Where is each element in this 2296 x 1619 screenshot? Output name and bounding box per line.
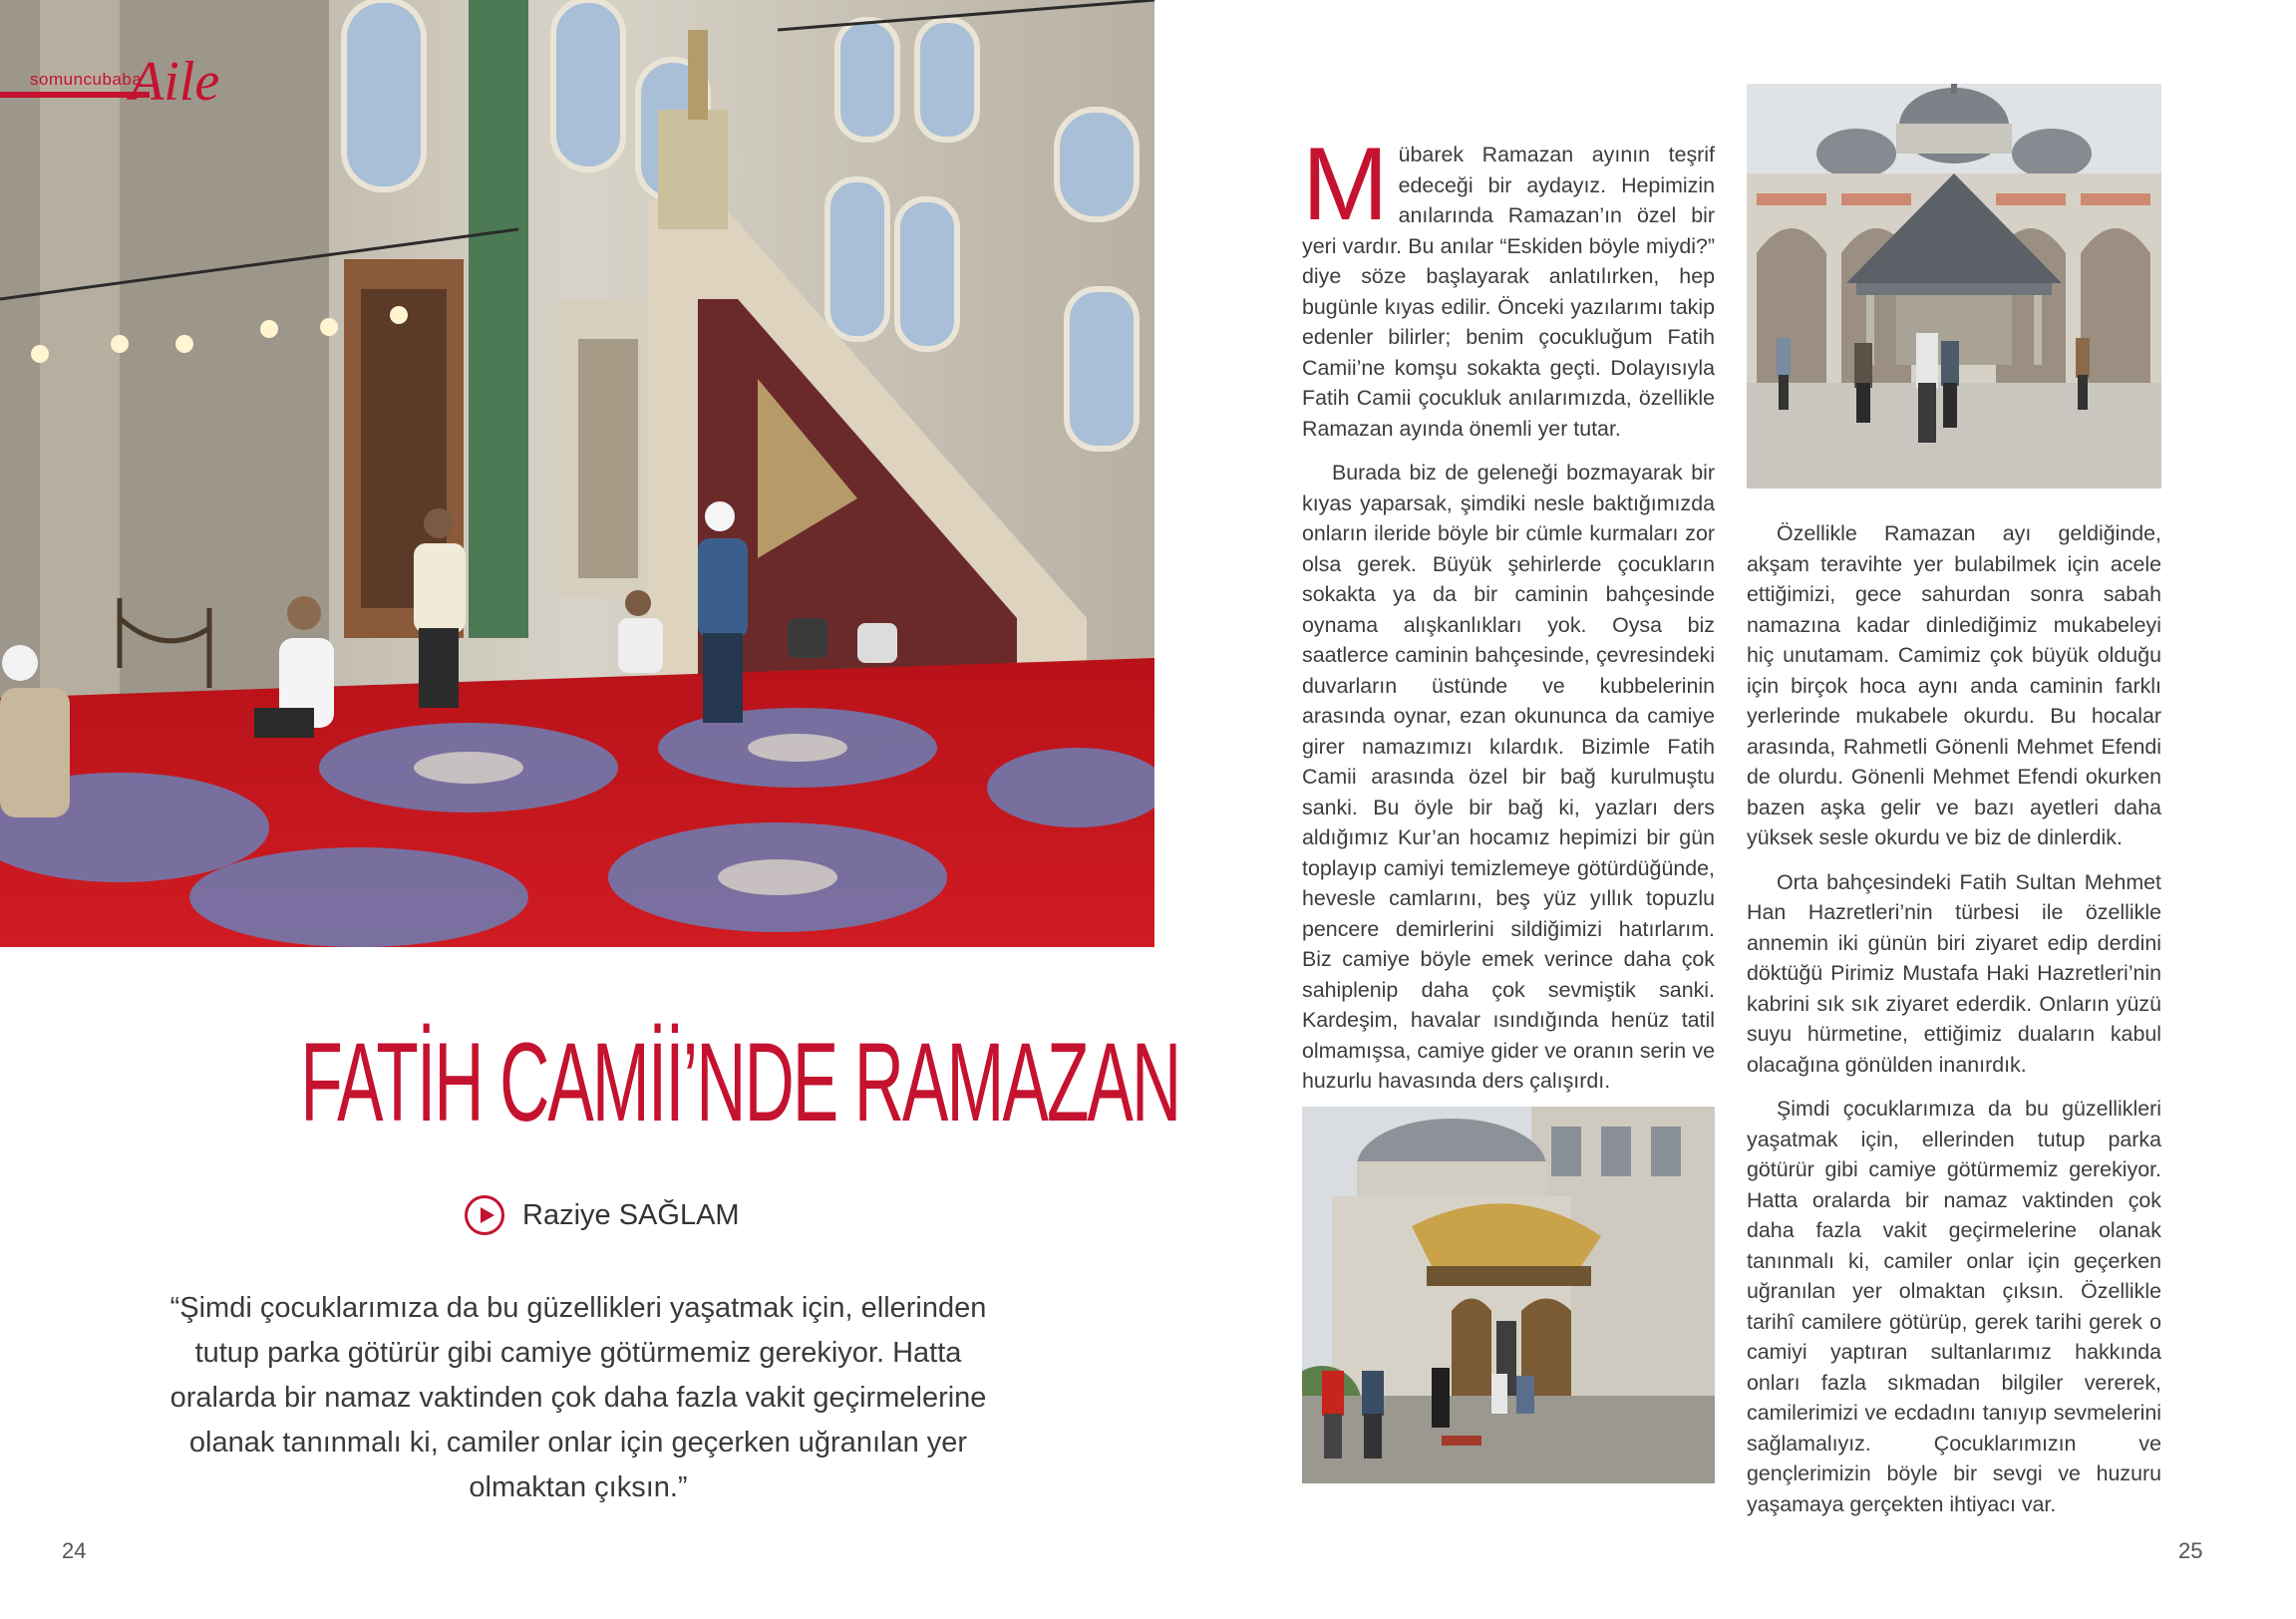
paragraph: Orta bahçesindeki Fatih Sultan Mehmet Han Hazretleri’nin türbesi ile özellikle annemin iki günün biri ziyaret edip derdini döktüğü Pirimiz Mustafa Haki Hazretleri’nin kabrini sık sık ziyaret ederdik. Onların yüzü suyu hürmetine, ettiğimiz duaların kabul olacağına gönülden inanırdık. [1747, 869, 2161, 1077]
tomb-photo [1302, 1107, 1715, 1483]
page-number-left: 24 [62, 1538, 87, 1563]
paragraph: Burada biz de geleneği bozmayarak bir kıyas yaparsak, şimdiki nesle baktığımızda onların ileride böyle bir cümle kurmaları zor olsa gerek. Büyük şehirlerde çocukların sokakta ya da bir caminin bahçesinde oynama alışkanlıkları yok. Oysa biz saatlerce caminin bahçesinde, çevresindeki duvarların üstünde ve kubbelerinin arasında oynar, ezan okununca da camiye girer namazımızı kılardık. Bizimle Fatih Camii arasında özel bir bağ kurulmuştu sanki. Bu öyle bir bağ ki, yazları ders aldığımız Kur’an hocamız hepimizi bir gün toplayıp camiyi temizlemeye götürdüğünde, hevesle camlarını, beş yüz yıllık topuzlu pencere demirlerini sildiğimizi hatırlarım. Biz camiye böyle emek verince daha çok sahiplenip daha çok sevmiştik sanki. Kardeşim, havalar ısındığında henüz tatil olmamışsa, camiye gider ve oranın serin ve huzurlu havasında ders çalışırdı. [1302, 461, 1715, 1093]
author-line [465, 1192, 740, 1238]
mosque-courtyard-photo [1747, 84, 2161, 488]
author-name: Raziye SAĞLAM [522, 1198, 740, 1231]
paragraph: Şimdi çocuklarımıza da bu güzellikleri yaşatmak için, ellerinden tutup parka götürür gibi camiye götürmemiz gerekiyor. Hatta oralarda bir namaz vaktinden çok daha fazla vakit geçirmelerine olanak tanınmalı ki, camiler onlar için geçerken uğranılan yer olmaktan çıksın. Özellikle tarihî camilere götürüp, gerek tarihi gerek o camiyi yaptıran sultanlarımız hakkında onları fazla sıkmadan bilgiler vererek, camilerimizi ve ecdadını tanıyıp sevmelerini sağlamalıyız. Çocuklarımızın ve gençlerimizin böyle bir sevgi ve huzuru yaşamaya gerçekten ihtiyacı var. [1747, 1097, 2161, 1516]
magazine-logo [0, 51, 259, 116]
play-icon [465, 1195, 504, 1235]
drop-cap: M [1302, 127, 1389, 242]
article-column-1 [1302, 127, 1715, 1111]
paragraph [1302, 127, 1715, 444]
pull-quote: “Şimdi çocuklarımıza da bu güzellikleri yaşatmak için, ellerinden tutup parka götürür gibi camiye götürmemiz gerekiyor. Hatta oralarda bir namaz vaktinden çok daha fazla vakit geçirmelerine olanak tanınmalı ki, camiler onlar için geçerken uğranılan yer olmaktan çıksın.” [169, 1292, 987, 1503]
paragraph-text: übarek Ramazan ayının teşrif edeceği bir aydayız. Hepimizin anılarında Ramazan’ın özel bir yeri vardır. Bu anılar “Eskiden böyle miydi?” diye söze başlayarak anlatılırken, hep bugünle kıyas edilir. Önceki yazılarımı takip edenler bilirler; benim çocukluğum Fatih Camii’ne komşu sokakta geçti. Dolayısıyla Fatih Camii çocukluk anılarımızda, özellikle Ramazan ayında önemli yer tutar. [1302, 143, 1715, 441]
paragraph: Özellikle Ramazan ayı geldiğinde, akşam teravihte yer bulabilmek için acele ettiğimizi, gece sahurdan sonra sabah namazına kadar dinlediğimiz mukabeleyi hiç unutamam. Camimiz çok büyük olduğu için birçok hoca aynı anda caminin farklı yerlerinde mukabele okurdu. Bu hocalar arasında, Rahmetli Gönenli Mehmet Efendi de olurdu. Gönenli Mehmet Efendi okurken bazen aşka gelir ve bazı ayetleri daha yüksek sesle okurdu ve biz de dinlerdik. [1747, 521, 2161, 849]
article-title: FATİH CAMİİ’NDE RAMAZAN [300, 1020, 1180, 1144]
mosque-interior-photo [0, 0, 1154, 947]
page-number-right: 25 [2178, 1538, 2203, 1563]
logo-big-text: Aile [130, 51, 220, 113]
article-column-2 [1747, 518, 2161, 1533]
logo-small-text: somuncubaba [30, 70, 143, 89]
logo-bar [0, 92, 150, 98]
